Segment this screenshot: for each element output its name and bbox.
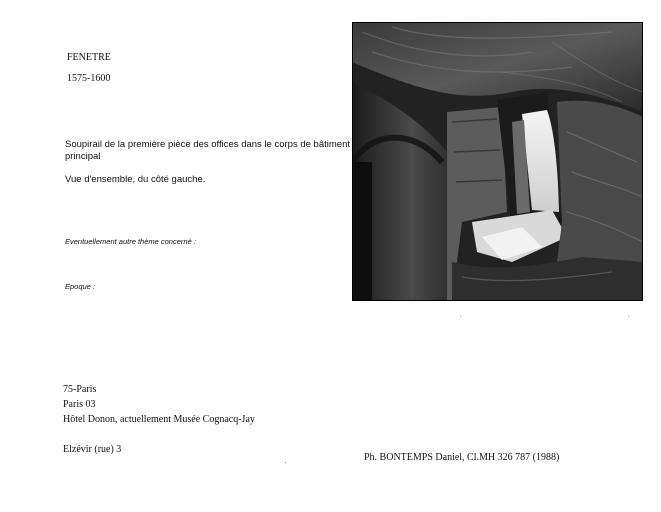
description-line-2: principal: [65, 151, 101, 162]
window-photograph: [352, 22, 643, 301]
location-department: 75-Paris: [63, 384, 97, 395]
record-title: FENETRE: [67, 52, 111, 63]
photo-credit: Ph. BONTEMPS Daniel, Cl.MH 326 787 (1988): [364, 452, 560, 463]
location-arrondissement: Paris 03: [63, 399, 96, 410]
theme-label: Eventuellement autre thème concerné :: [65, 237, 196, 246]
location-street: Elzévir (rue) 3: [63, 444, 122, 455]
scan-speck: [460, 316, 461, 317]
description-line-1: Soupirail de la première pièce des offices dans le corps de bâtiment: [65, 139, 350, 150]
epoque-label: Epoque :: [65, 282, 96, 291]
photo-image: [352, 22, 643, 301]
scan-speck: [285, 462, 286, 463]
view-description: Vue d'ensemble, du côté gauche.: [65, 174, 206, 185]
record-dates: 1575-1600: [67, 73, 111, 84]
location-building: Hôtel Donon, actuellement Musée Cognacq-Jay: [63, 414, 255, 425]
scan-speck: [628, 316, 629, 317]
